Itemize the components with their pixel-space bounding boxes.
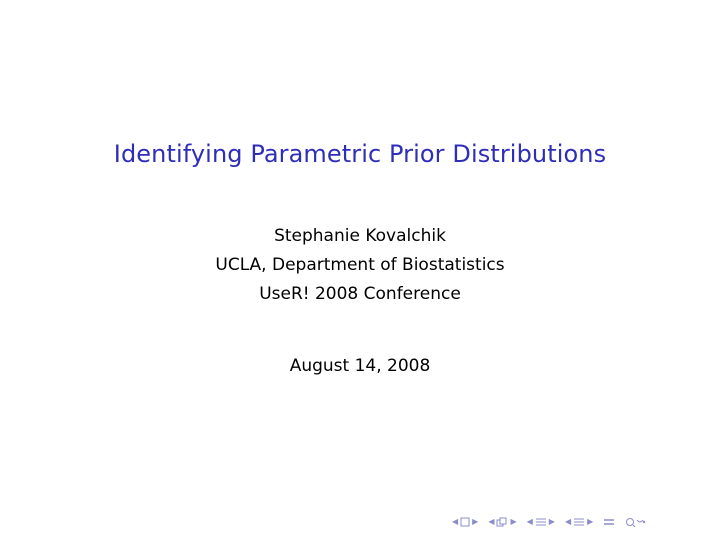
align-icon[interactable] [603,517,615,527]
navigation-bar [452,514,647,530]
frame-nav-group [488,514,516,530]
author-name: Stephanie Kovalchik [274,226,446,246]
presentation-date: August 14, 2008 [289,356,431,376]
nav-left-icon[interactable]: ◀ [452,517,459,526]
author-affiliation: UCLA, Department of Biostatistics [215,255,505,275]
slide-nav-group [452,514,478,530]
section-nav-group [565,514,593,530]
nav-left-icon[interactable]: ◀ [488,517,495,526]
align-group [603,517,615,527]
subsection-nav-group [527,514,555,530]
nav-right-icon[interactable]: ▶ [472,517,479,526]
nav-left-icon[interactable]: ◀ [526,517,533,526]
nav-right-icon[interactable]: ▶ [587,517,594,526]
nav-left-icon[interactable]: ◀ [564,517,572,526]
slide-icon[interactable] [460,517,470,527]
nav-right-icon[interactable]: ▶ [510,517,517,526]
author-block [0,222,720,309]
search-icon[interactable] [625,517,647,527]
frame-icon[interactable] [496,517,508,527]
subsection-icon[interactable] [535,517,547,527]
search-group [625,517,647,527]
nav-right-icon[interactable]: ▶ [548,517,555,526]
conference-name: UseR! 2008 Conference [259,284,461,304]
presentation-title: Identifying Parametric Prior Distributions [113,140,607,168]
section-icon[interactable] [573,517,585,527]
